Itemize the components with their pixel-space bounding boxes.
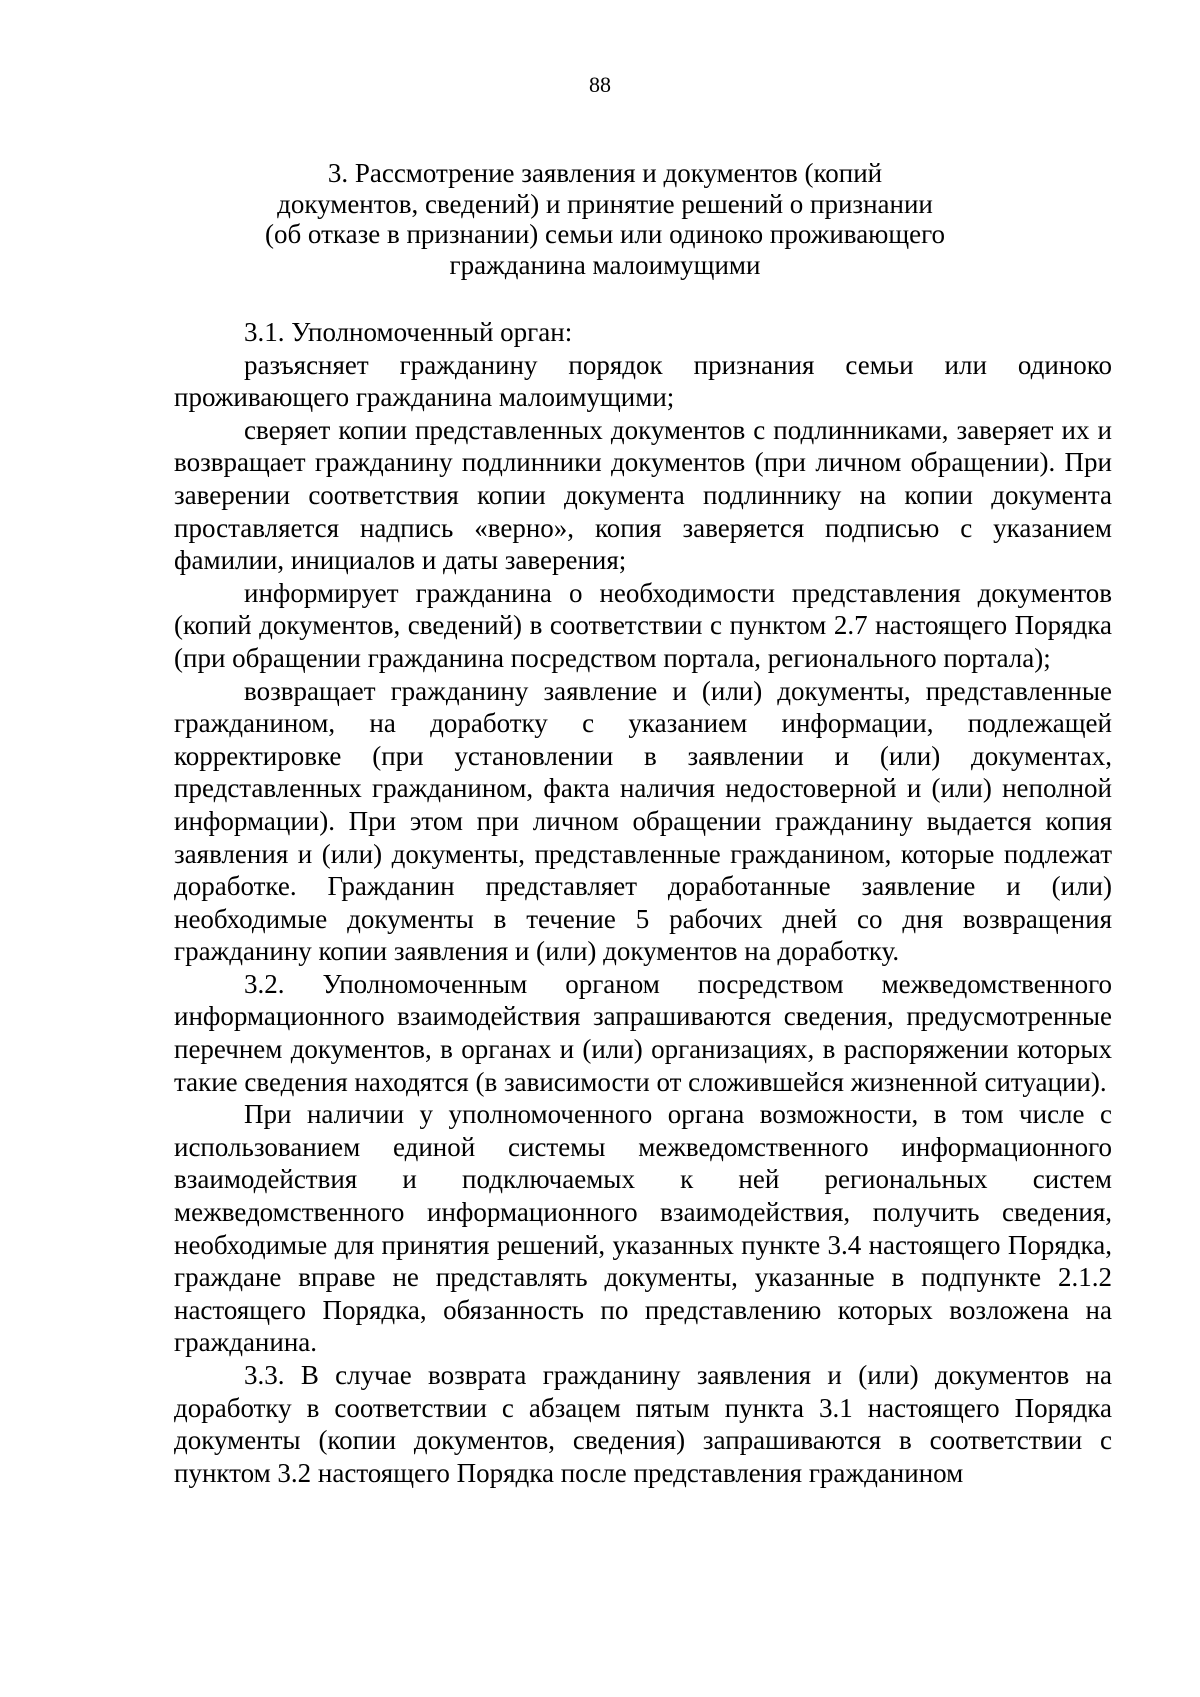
document-body xyxy=(174,316,1112,1489)
paragraph: 3.2. Уполномоченным органом посредством межведомственного информационного взаимодействия запрашиваются сведения, предусмотренные перечнем документов, в органах и (или) организациях, в распоряжении которых такие сведения находятся (в зависимости от сложившейся жизненной ситуации). xyxy=(174,968,1112,1097)
paragraph: 3.3. В случае возврата гражданину заявления и (или) документов на доработку в соответствии с абзацем пятым пункта 3.1 настоящего Порядка документы (копии документов, сведения) запрашиваются в соответствии с пунктом 3.2 настоящего Порядка после представления гражданином xyxy=(174,1360,1112,1488)
paragraph: При наличии у уполномоченного органа возможности, в том числе с использованием единой системы межведомственного информационного взаимодействия и подключаемых к ней региональных систем межведомственного информационного взаимодействия, получить сведения, необходимые для принятия решений, указанных пункте 3.4 настоящего Порядка, граждане вправе не представлять документы, указанные в подпункте 2.1.2 настоящего Порядка, обязанность по представлению которых возложена на гражданина. xyxy=(174,1099,1112,1358)
paragraph: сверяет копии представленных документов с подлинниками, заверяет их и возвращает гражданину подлинники документов (при личном обращении). При заверении соответствия копии документа подлиннику на копии документа проставляется надпись «верно», копия заверяется подписью с указанием фамилии, инициалов и даты заверения; xyxy=(174,414,1112,576)
paragraph: разъясняет гражданину порядок признания семьи или одиноко проживающего гражданина малоимущими; xyxy=(174,349,1112,413)
page-number: 88 xyxy=(589,72,611,97)
paragraph: информирует гражданина о необходимости представления документов (копий документов, сведений) в соответствии с пунктом 2.7 настоящего Порядка (при обращении гражданина посредством портала, регионального портала); xyxy=(174,577,1112,673)
paragraph: возвращает гражданину заявление и (или) документы, представленные гражданином, на доработку с указанием информации, подлежащей корректировке (при установлении в заявлении и (или) документах, представленных гражданином, факта наличия недостоверной и (или) неполной информации). При этом при личном обращении гражданину выдается копия заявления и (или) документы, представленные гражданином, которые подлежат доработке. Гражданин представляет доработанные заявление и (или) необходимые документы в течение 5 рабочих дней со дня возвращения гражданину копии заявления и (или) документов на доработку. xyxy=(174,675,1112,967)
paragraph: 3.1. Уполномоченный орган: xyxy=(244,317,573,347)
section-heading: 3. Рассмотрение заявления и документов (копий документов, сведений) и принятие решений о признании (об отказе в признании) семьи или одиноко проживающего гражданина малоимущими xyxy=(264,158,946,280)
